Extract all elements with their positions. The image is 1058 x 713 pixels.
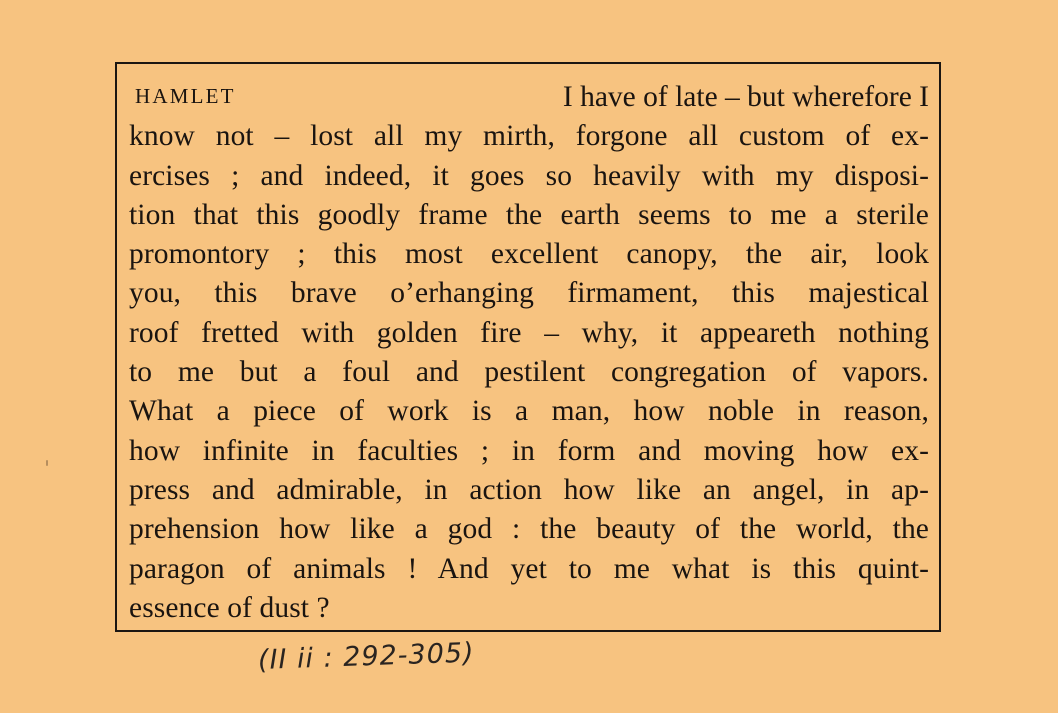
text-line: ercises ; and indeed, it goes so heavily with my disposi- <box>129 159 929 192</box>
speaker-name: HAMLET <box>135 84 236 108</box>
text-line: What a piece of work is a man, how noble in reason, <box>129 395 929 428</box>
text-line: to me but a foul and pestilent congregation of vapors. <box>129 356 929 389</box>
text-line: prehension how like a god : the beauty of the world, the <box>129 513 929 546</box>
text-line: promontory ; this most excellent canopy, the air, look <box>129 238 929 271</box>
text-line: press and admirable, in action how like an angel, in ap- <box>129 473 929 506</box>
text-line: essence of dust ? <box>129 591 330 624</box>
text-line: paragon of animals ! And yet to me what is this quint- <box>129 552 929 585</box>
text-line: tion that this goodly frame the earth seems to me a sterile <box>129 198 929 231</box>
first-line-text: I have of late – but wherefore I <box>562 81 929 113</box>
quotation-box <box>115 62 941 632</box>
text-line: know not – lost all my mirth, forgone all custom of ex- <box>129 120 929 153</box>
speech-text <box>129 78 929 628</box>
handwritten-citation: (II ii : 292-305) <box>257 637 476 676</box>
text-line: how infinite in faculties ; in form and moving how ex- <box>129 434 929 467</box>
paper-speck <box>46 460 48 466</box>
text-line: roof fretted with golden fire – why, it appeareth nothing <box>129 316 929 349</box>
first-line <box>129 78 929 117</box>
text-line: you, this brave o’erhanging firmament, this majestical <box>129 277 929 310</box>
